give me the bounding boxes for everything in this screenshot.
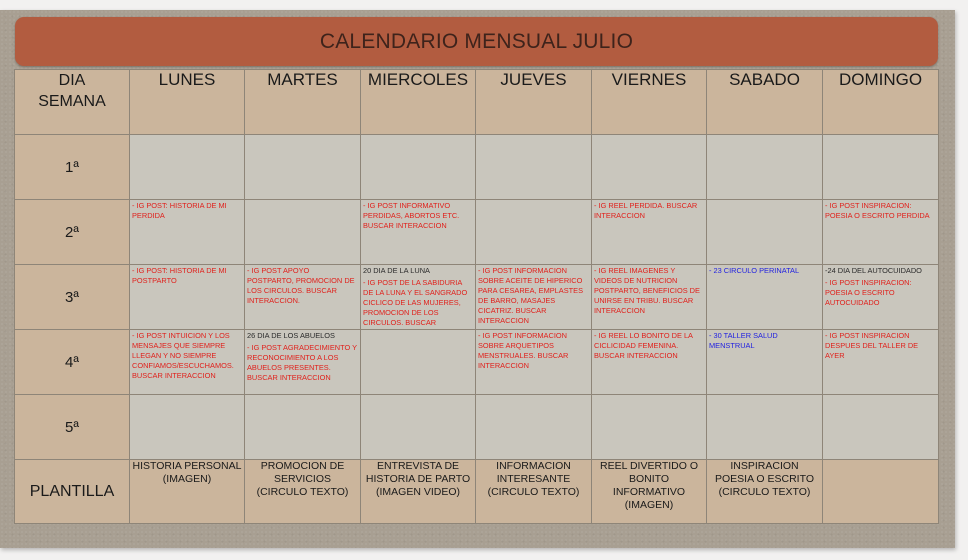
day-cell-martes[interactable]: [245, 395, 361, 460]
day-header-jueves: JUEVES: [476, 70, 592, 135]
day-cell-sabado[interactable]: [707, 135, 823, 200]
day-cell-miercoles[interactable]: [361, 135, 476, 200]
week-row: [15, 330, 939, 395]
day-header-lunes: LUNES: [130, 70, 245, 135]
plantilla-line: (CIRCULO TEXTO): [487, 486, 580, 498]
plantilla-line: PROMOCION DE: [260, 460, 345, 472]
event-note: - IG POST INFORMACION SOBRE ACEITE DE HIPERICO PARA CESAREA, EMPLASTES DE BARRO, MASAJES CICATRIZ. BUSCAR INTERACCION: [478, 266, 584, 325]
event-note: - 23 CIRCULO PERINATAL: [709, 266, 800, 275]
day-header-miercoles: MIERCOLES: [361, 70, 476, 135]
plantilla-line: INFORMACION: [496, 460, 571, 472]
day-cell-viernes[interactable]: [592, 395, 707, 460]
plantilla-cell-viernes: [592, 460, 707, 524]
plantilla-line: INFORMATIVO: [612, 486, 686, 498]
day-header-martes: MARTES: [245, 70, 361, 135]
day-cell-lunes[interactable]: [130, 395, 245, 460]
week-label: 3ª: [15, 265, 130, 330]
event-note: - IG REEL IMAGENES Y VIDEOS DE NUTRICION POSTPARTO, BENEFICIOS DE UNIRSE EN TRIBU. BUSCAR INTERACCION: [594, 266, 700, 315]
day-cell-sabado[interactable]: [707, 265, 823, 330]
day-cell-jueves[interactable]: [476, 395, 592, 460]
event-note: - 30 TALLER SALUD MENSTRUAL: [709, 331, 778, 350]
day-cell-jueves[interactable]: [476, 265, 592, 330]
week-rows: [15, 135, 939, 460]
day-header-row: [15, 70, 939, 135]
day-cell-martes[interactable]: [245, 200, 361, 265]
day-cell-lunes[interactable]: [130, 265, 245, 330]
plantilla-line: (IMAGEN): [624, 499, 674, 511]
week-row: [15, 265, 939, 330]
event-note: - IG POST INSPIRACION: POESIA O ESCRITO PERDIDA: [825, 201, 930, 220]
day-header-viernes: VIERNES: [592, 70, 707, 135]
day-cell-viernes[interactable]: [592, 135, 707, 200]
plantilla-line: INSPIRACION: [730, 460, 799, 472]
event-note: - IG POST INFORMATIVO PERDIDAS, ABORTOS ETC. BUSCAR INTERACCION: [363, 201, 460, 230]
plantilla-line: HISTORIA DE PARTO: [365, 473, 471, 485]
day-cell-jueves[interactable]: [476, 200, 592, 265]
corner-line-1: DIA: [58, 72, 86, 89]
day-week-header: [15, 70, 130, 135]
plantilla-cell-martes: [245, 460, 361, 524]
day-cell-domingo[interactable]: [823, 265, 939, 330]
plantilla-line: (CIRCULO TEXTO): [256, 486, 349, 498]
calendar-title: CALENDARIO MENSUAL JULIO: [15, 17, 938, 66]
event-note: - IG POST: HISTORIA DE MI POSTPARTO: [132, 266, 227, 285]
day-cell-viernes[interactable]: [592, 330, 707, 395]
plantilla-line: POESIA O ESCRITO: [714, 473, 814, 485]
day-cell-miercoles[interactable]: [361, 395, 476, 460]
day-cell-miercoles[interactable]: [361, 265, 476, 330]
day-cell-sabado[interactable]: [707, 395, 823, 460]
calendar-table: [14, 69, 939, 524]
week-row: [15, 200, 939, 265]
plantilla-line: ENTREVISTA DE: [376, 460, 460, 472]
event-note: -24 DIA DEL AUTOCUIDADO: [825, 266, 922, 275]
event-note: - IG POST INSPIRACION: POESIA O ESCRITO AUTOCUIDADO: [825, 278, 912, 307]
plantilla-cell-domingo: [823, 460, 939, 524]
plantilla-line: (IMAGEN): [162, 473, 212, 485]
plantilla-line: INTERESANTE: [496, 473, 571, 485]
day-cell-sabado[interactable]: [707, 200, 823, 265]
week-label: 1ª: [15, 135, 130, 200]
day-cell-viernes[interactable]: [592, 200, 707, 265]
day-cell-domingo[interactable]: [823, 135, 939, 200]
plantilla-line: (CIRCULO TEXTO): [718, 486, 811, 498]
plantilla-cell-miercoles: [361, 460, 476, 524]
event-note: - IG POST DE LA SABIDURIA DE LA LUNA Y EL SANGRADO CICLICO DE LAS MUJERES, PROMOCION DE LOS CIRCULOS. BUSCAR: [363, 278, 468, 327]
event-note: - IG REEL PERDIDA. BUSCAR INTERACCION: [594, 201, 698, 220]
day-cell-miercoles[interactable]: [361, 200, 476, 265]
plantilla-line: REEL DIVERTIDO O: [599, 460, 699, 472]
plantilla-cell-jueves: [476, 460, 592, 524]
day-header-domingo: DOMINGO: [823, 70, 939, 135]
event-note: - IG POST INTUICION Y LOS MENSAJES QUE SIEMPRE LLEGAN Y NO SIEMPRE CONFIAMOS/ESCUCHAMOS. BUSCAR INTERACCION: [132, 331, 234, 380]
day-cell-domingo[interactable]: [823, 395, 939, 460]
day-cell-martes[interactable]: [245, 265, 361, 330]
plantilla-cell-lunes: [130, 460, 245, 524]
day-cell-sabado[interactable]: [707, 330, 823, 395]
day-cell-viernes[interactable]: [592, 265, 707, 330]
plantilla-line: BONITO: [628, 473, 670, 485]
plantilla-label: PLANTILLA: [15, 460, 130, 524]
day-cell-miercoles[interactable]: [361, 330, 476, 395]
plantilla-line: (IMAGEN VIDEO): [375, 486, 460, 498]
day-cell-domingo[interactable]: [823, 200, 939, 265]
day-cell-lunes[interactable]: [130, 200, 245, 265]
event-note: - IG POST INFORMACION SOBRE ARQUETIPOS MENSTRUALES. BUSCAR INTERACCION: [478, 331, 569, 370]
plantilla-line: HISTORIA PERSONAL: [132, 460, 242, 472]
day-cell-lunes[interactable]: [130, 135, 245, 200]
week-row: [15, 395, 939, 460]
week-label: 4ª: [15, 330, 130, 395]
event-note: - IG POST: HISTORIA DE MI PERDIDA: [132, 201, 227, 220]
day-cell-martes[interactable]: [245, 135, 361, 200]
event-note: - IG POST APOYO POSTPARTO, PROMOCION DE LOS CIRCULOS. BUSCAR INTERACCION.: [247, 266, 355, 305]
event-note: 26 DIA DE LOS ABUELOS: [247, 331, 335, 340]
plantilla-line: SERVICIOS: [274, 473, 331, 485]
day-cell-martes[interactable]: [245, 330, 361, 395]
day-cell-lunes[interactable]: [130, 330, 245, 395]
plantilla-row: [15, 460, 939, 524]
day-cell-domingo[interactable]: [823, 330, 939, 395]
day-header-sabado: SABADO: [707, 70, 823, 135]
plantilla-cell-sabado: [707, 460, 823, 524]
day-cell-jueves[interactable]: [476, 135, 592, 200]
day-cell-jueves[interactable]: [476, 330, 592, 395]
event-note: - IG REEL LO BONITO DE LA CICLICIDAD FEMENINA. BUSCAR INTERACCION: [594, 331, 693, 360]
week-label: 2ª: [15, 200, 130, 265]
week-row: [15, 135, 939, 200]
event-note: - IG POST AGRADECIMIENTO Y RECONOCIMIENTO A LOS ABUELOS PRESENTES. BUSCAR INTERACCION: [247, 343, 357, 382]
week-label: 5ª: [15, 395, 130, 460]
event-note: - IG POST INSPIRACION DESPUES DEL TALLER DE AYER: [825, 331, 919, 360]
event-note: 20 DIA DE LA LUNA: [363, 266, 430, 275]
corner-line-2: SEMANA: [38, 93, 106, 110]
